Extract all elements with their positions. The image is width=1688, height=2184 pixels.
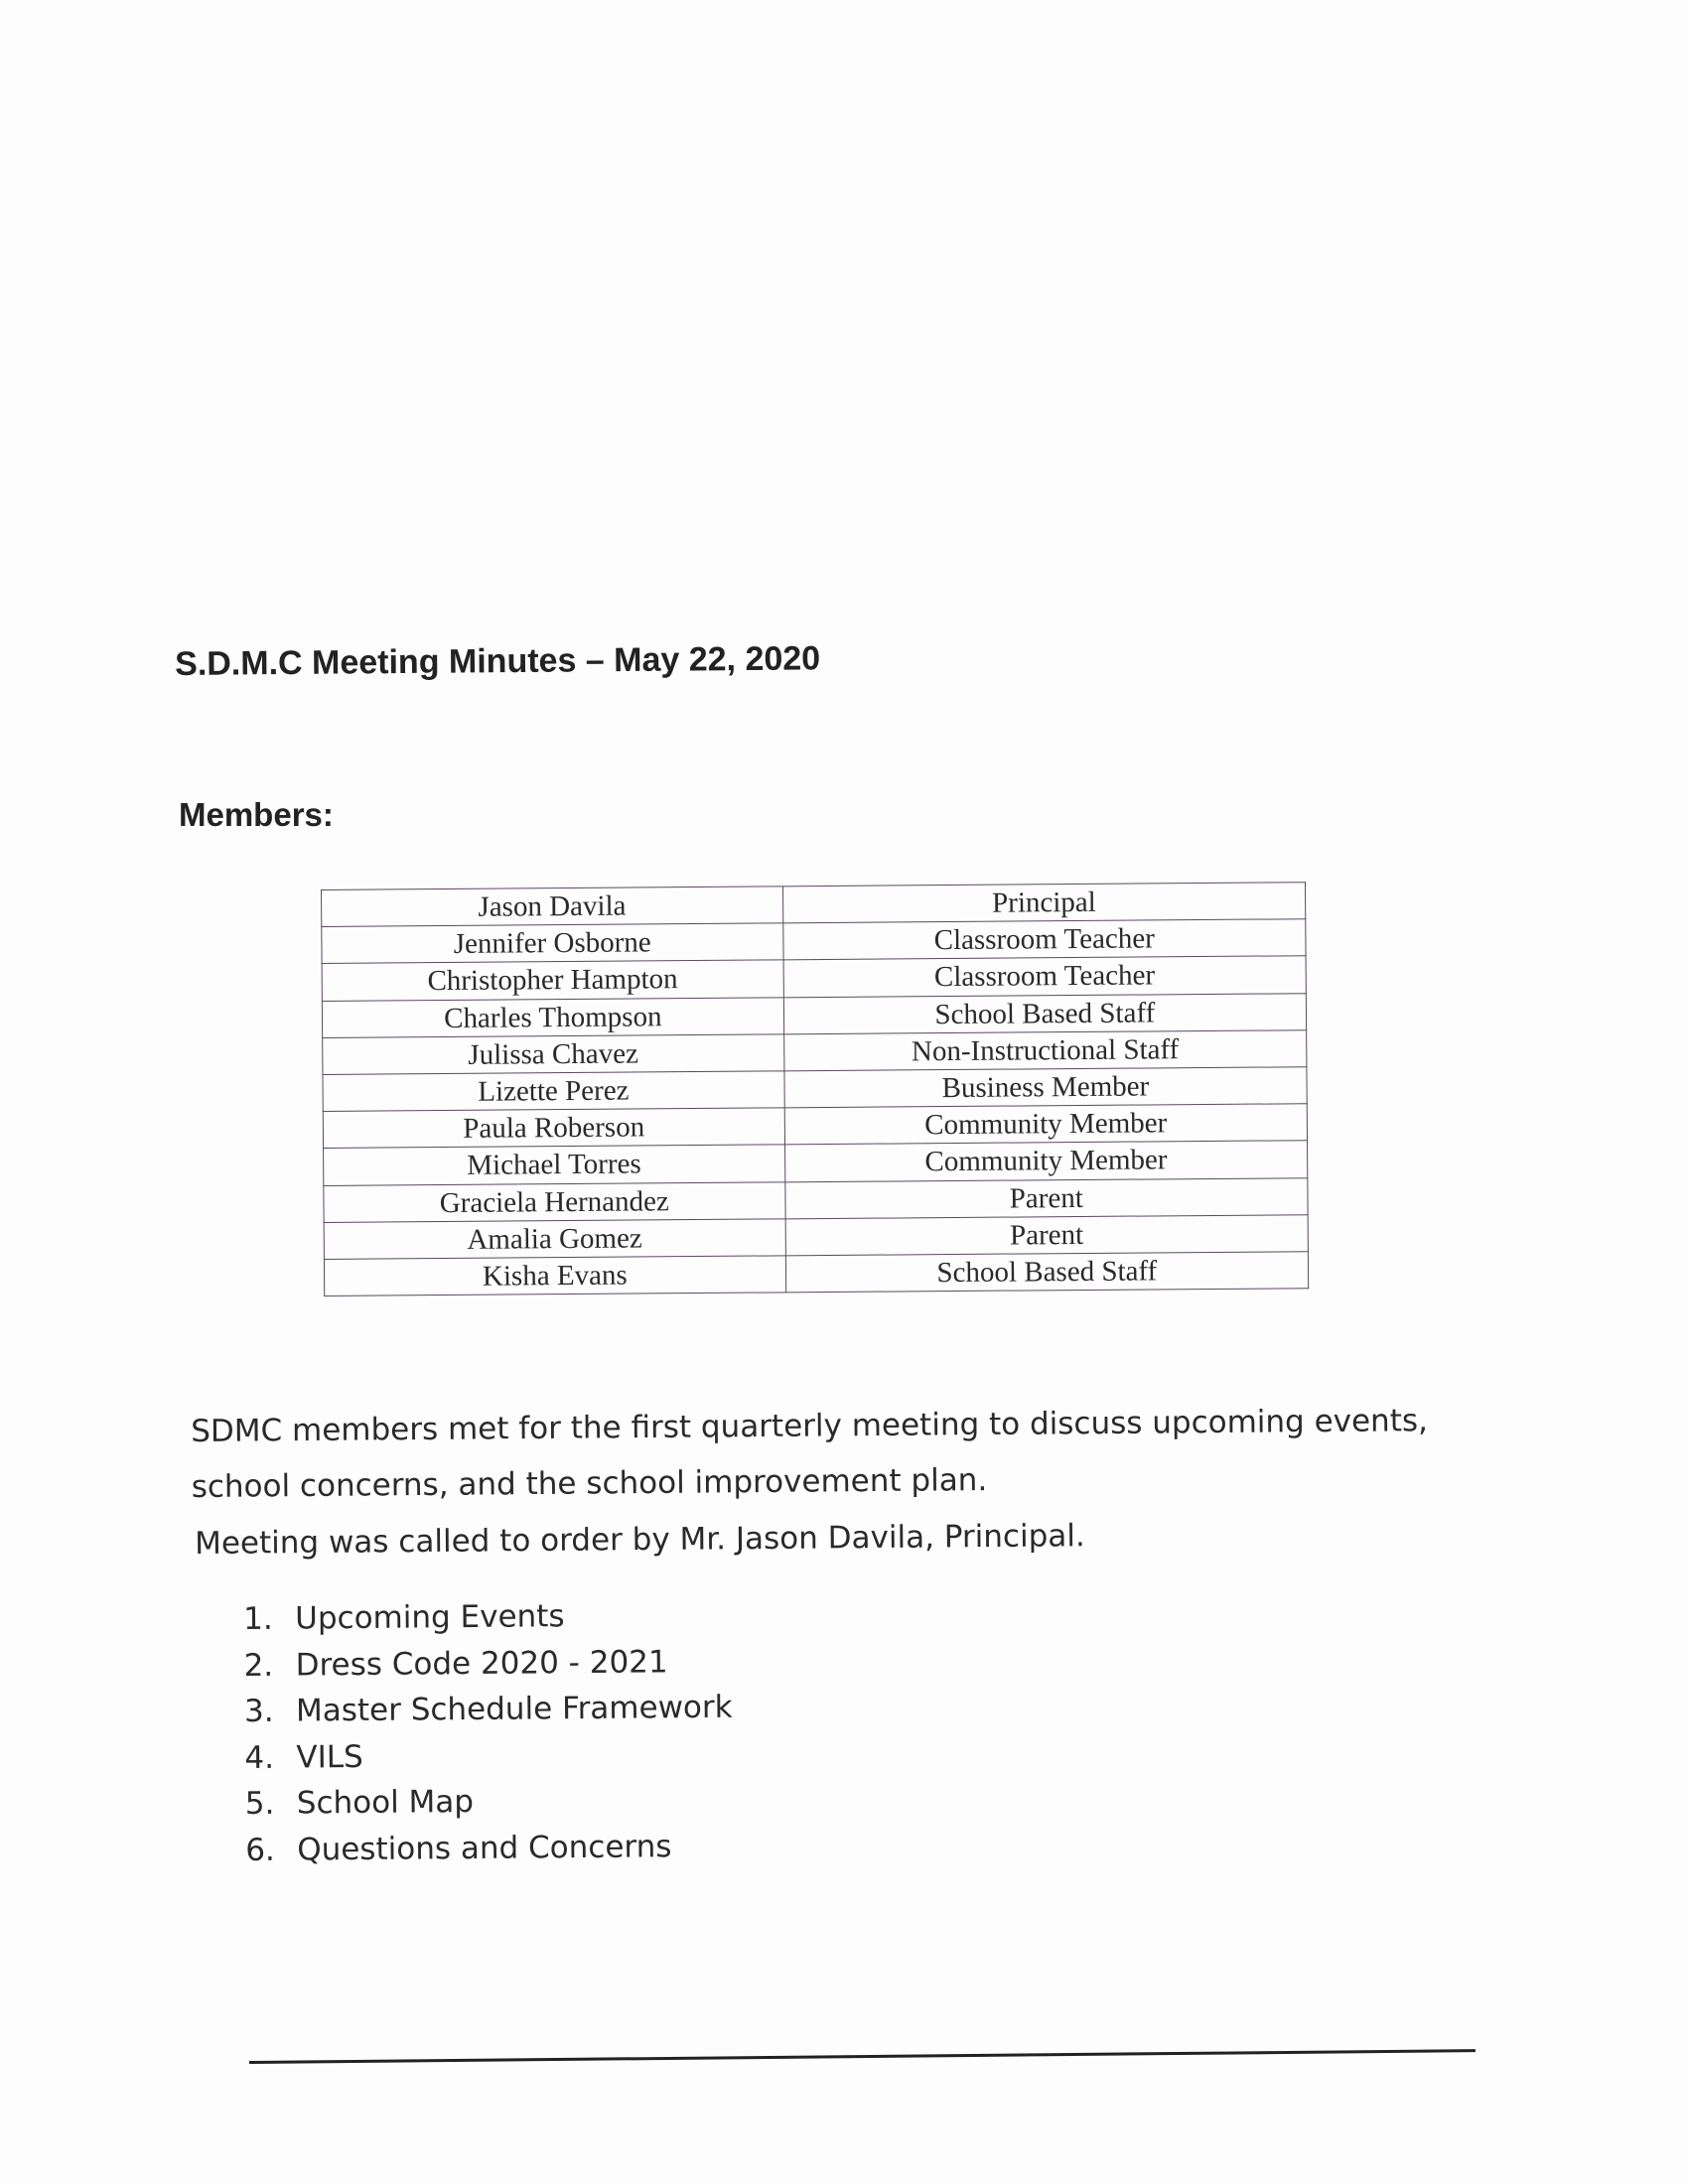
agenda-text: School Map [296,1783,475,1822]
member-name: Amalia Gomez [324,1219,785,1260]
list-item [244,1730,733,1781]
member-name: Jennifer Osborne [322,923,783,964]
member-role: Parent [784,1177,1308,1218]
agenda-text: Master Schedule Framework [295,1689,733,1729]
agenda-number: 3. [243,1693,274,1729]
call-to-order-text: Meeting was called to order by Mr. Jason Davila, Principal. [195,1518,1085,1562]
member-name: Michael Torres [324,1145,785,1185]
agenda-text: Questions and Concerns [297,1828,672,1868]
list-item [244,1685,733,1735]
member-role: Community Member [784,1141,1308,1181]
agenda-number: 5. [244,1785,275,1822]
list-item [245,1823,734,1873]
list-item [243,1638,732,1689]
member-role: Community Member [784,1104,1308,1145]
member-name: Charles Thompson [322,997,783,1037]
agenda-number: 2. [243,1647,274,1684]
page-title: S.D.M.C Meeting Minutes – May 22, 2020 [175,639,821,683]
member-role: Non-Instructional Staff [783,1029,1307,1070]
agenda-list [243,1592,734,1873]
summary-line-2: school concerns, and the school improvement plan. [191,1462,988,1505]
agenda-number: 1. [243,1600,273,1637]
member-name: Jason Davila [322,887,783,927]
member-role: Parent [785,1214,1309,1255]
member-name: Kisha Evans [324,1256,785,1297]
signature-line [249,2049,1476,2064]
members-table [321,882,1309,1297]
member-name: Paula Roberson [323,1108,784,1149]
member-name: Graciela Hernandez [324,1181,785,1222]
members-heading: Members: [179,796,334,833]
agenda-text: VILS [296,1738,363,1776]
summary-paragraph [191,1393,1429,1515]
agenda-text: Dress Code 2020 - 2021 [295,1643,668,1684]
member-role: Classroom Teacher [782,919,1306,960]
member-role: Classroom Teacher [783,956,1307,997]
list-item [245,1777,734,1828]
member-name: Lizette Perez [323,1071,784,1112]
list-item [243,1592,732,1643]
member-role: School Based Staff [785,1252,1309,1293]
member-role: School Based Staff [783,993,1307,1033]
summary-line-1: SDMC members met for the first quarterly meeting to discuss upcoming events, [191,1403,1429,1449]
agenda-text: Upcoming Events [295,1598,565,1637]
table-row [324,1252,1308,1297]
member-role: Principal [782,883,1306,923]
agenda-number: 6. [245,1832,275,1868]
member-name: Christopher Hampton [322,960,783,1001]
member-name: Julissa Chavez [323,1034,784,1075]
member-role: Business Member [784,1067,1308,1108]
agenda-number: 4. [244,1739,275,1776]
